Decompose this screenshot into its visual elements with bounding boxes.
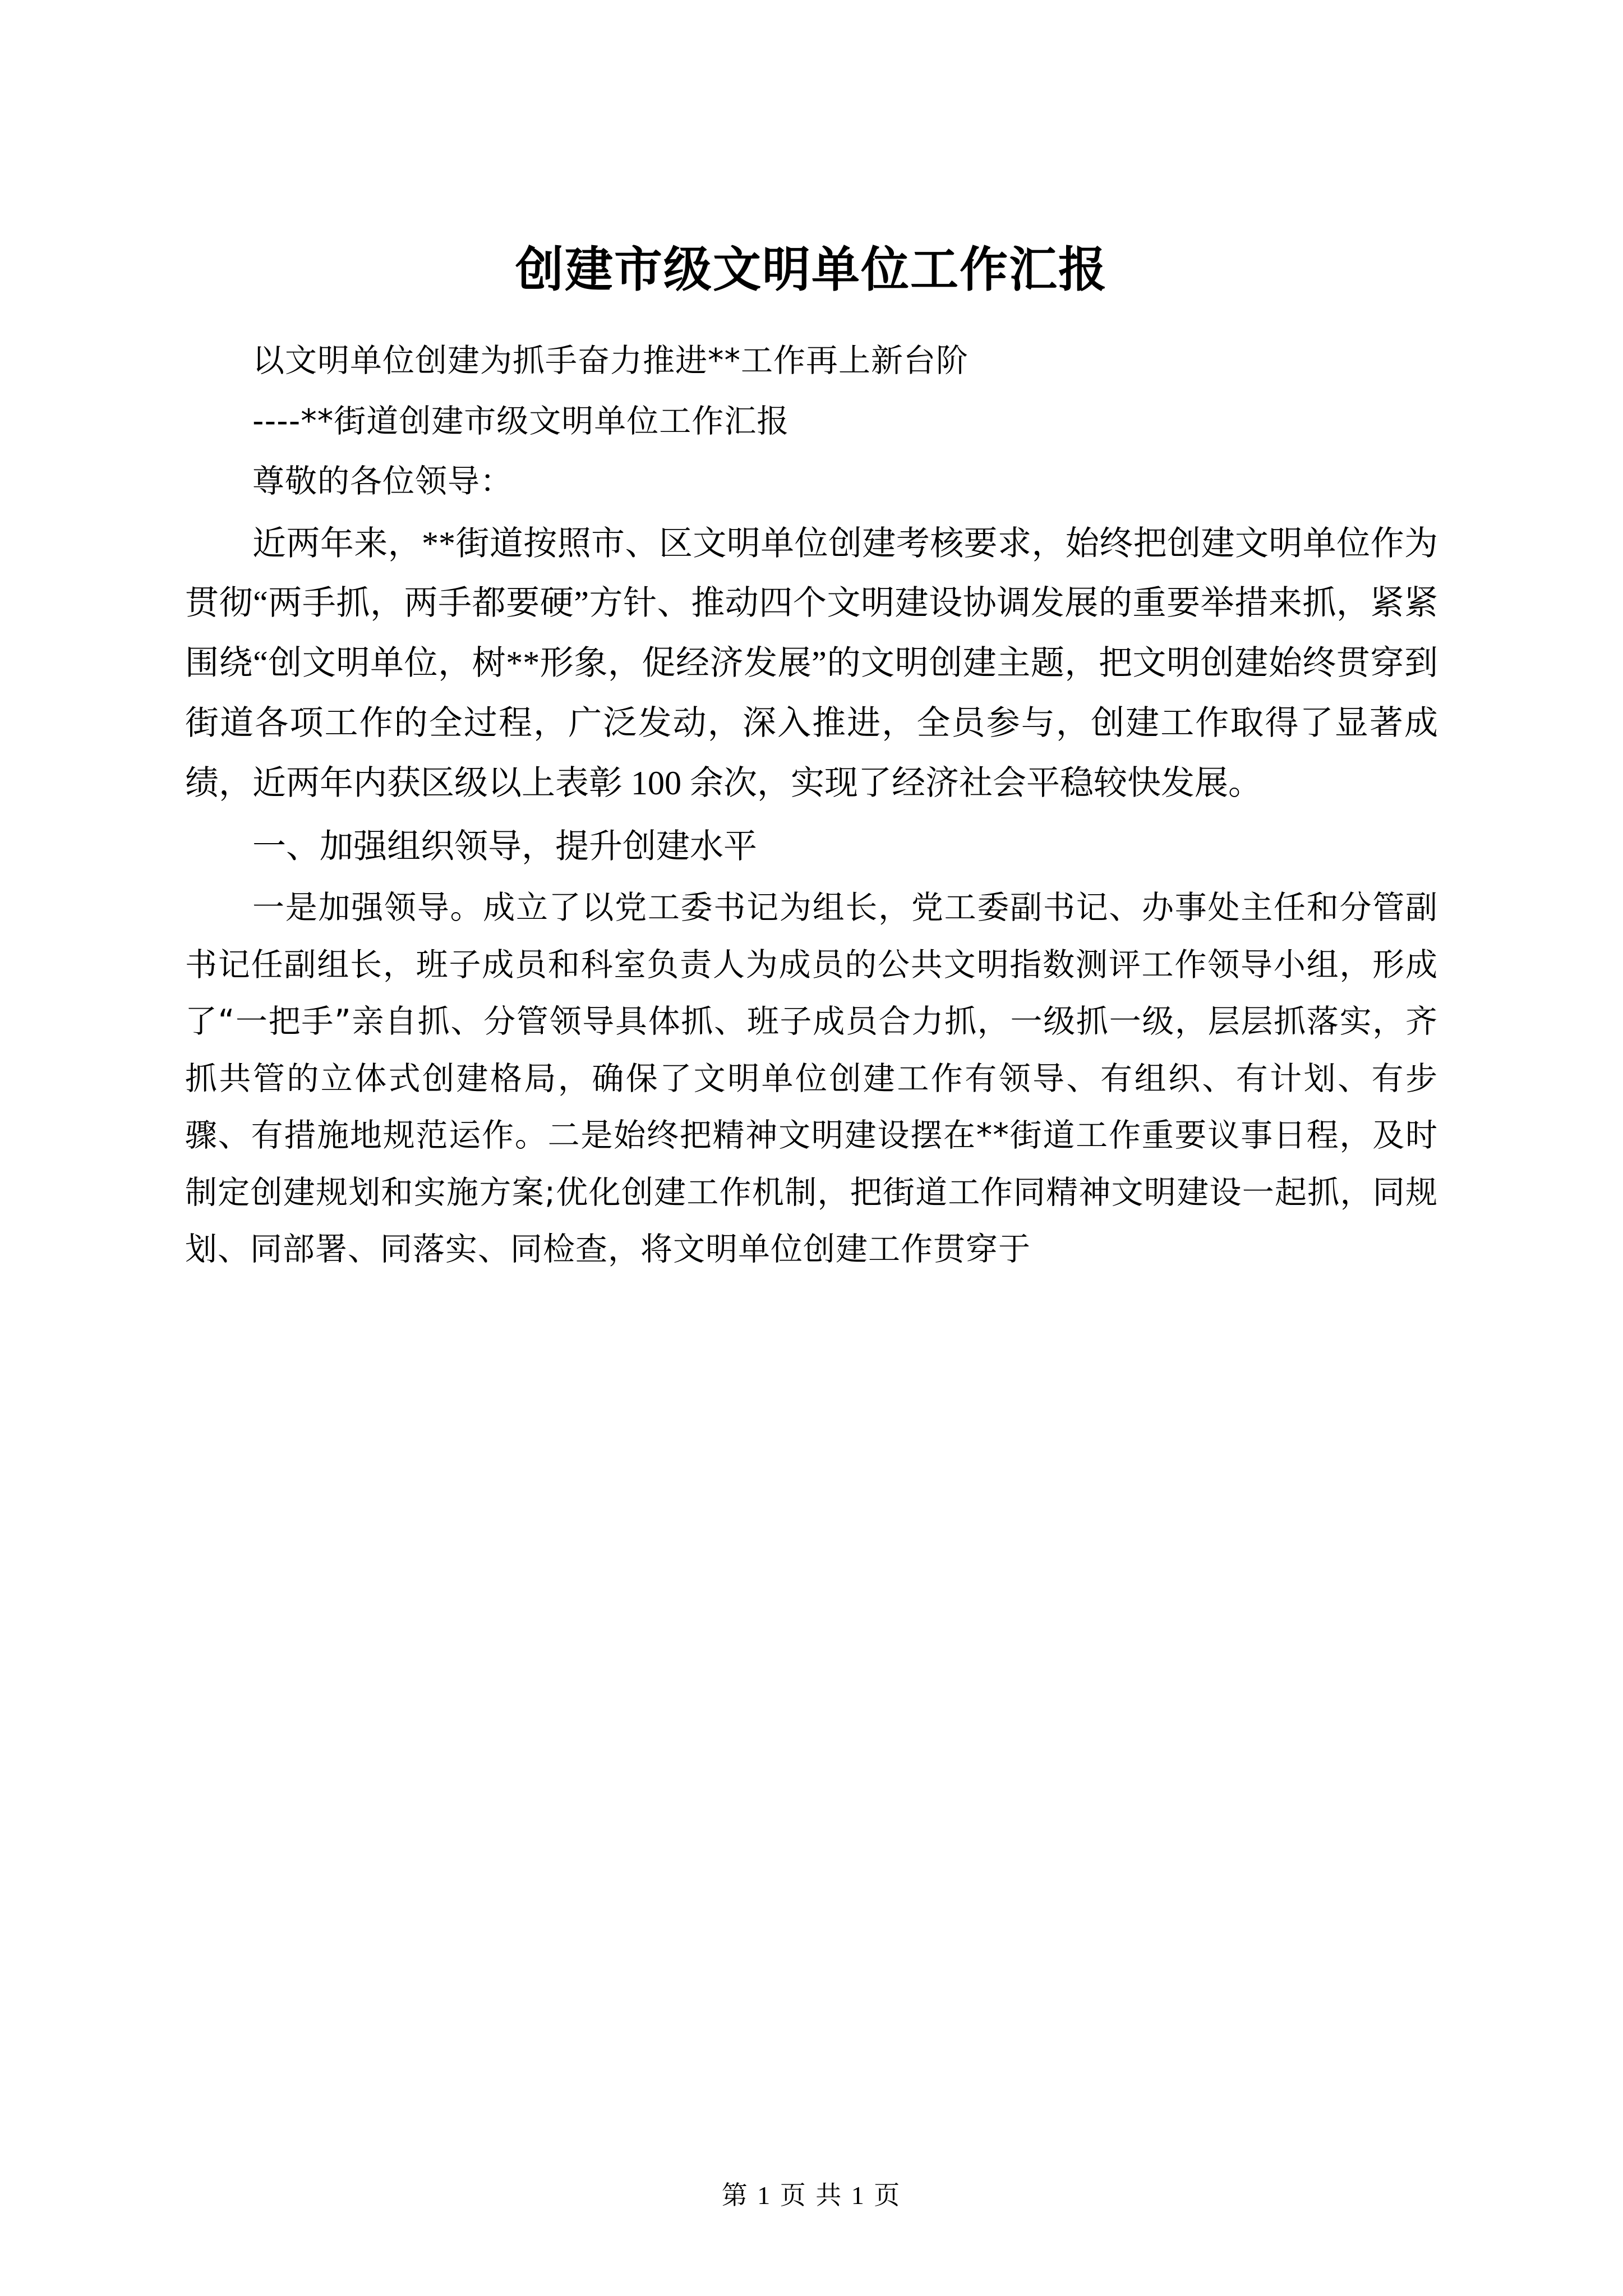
paragraph-subtitle-1: 以文明单位创建为抓手奋力推进**工作再上新台阶	[252, 342, 969, 380]
paragraph-subtitle-2: ----**街道创建市级文明单位工作汇报	[252, 402, 790, 440]
paragraph-body-1: 近两年来，**街道按照市、区文明单位创建考核要求，始终把创建文明单位作为贯彻“两手抓，两手都要硬”方针、推动四个文明建设协调发展的重要举措来抓，紧紧围绕“创文明单位，树**形象，促经济发展”的文明创建主题，把文明创建始终贯穿到街道各项工作的全过程，广泛发动，深入推进，全员参与，创建工作取得了显著成绩，近两年内获区级以上表彰 100 余次，实现了经济社会平稳较快发展。	[185, 524, 1438, 802]
paragraph-heading-1: 一、加强组织领导，提升创建水平	[252, 827, 757, 865]
paragraph-body-2: 一是加强领导。成立了以党工委书记为组长，党工委副书记、办事处主任和分管副书记任副组长，班子成员和科室负责人为成员的公共文明指数测评工作领导小组，形成了“一把手”亲自抓、分管领导具体抓、班子成员合力抓，一级抓一级，层层抓落实，齐抓共管的立体式创建格局，确保了文明单位创建工作有领导、有组织、有计划、有步骤、有措施地规范运作。二是始终把精神文明建设摆在**街道工作重要议事日程，及时制定创建规划和实施方案;优化创建工作机制，把街道工作同精神文明建设一起抓，同规划、同部署、同落实、同检查，将文明单位创建工作贯穿于	[185, 889, 1438, 1268]
paragraph-salutation: 尊敬的各位领导：	[252, 463, 513, 500]
page-footer: 第 1 页 共 1 页	[721, 2181, 902, 2210]
document-body	[185, 333, 1438, 1278]
page-title: 创建市级文明单位工作汇报	[515, 242, 1108, 298]
